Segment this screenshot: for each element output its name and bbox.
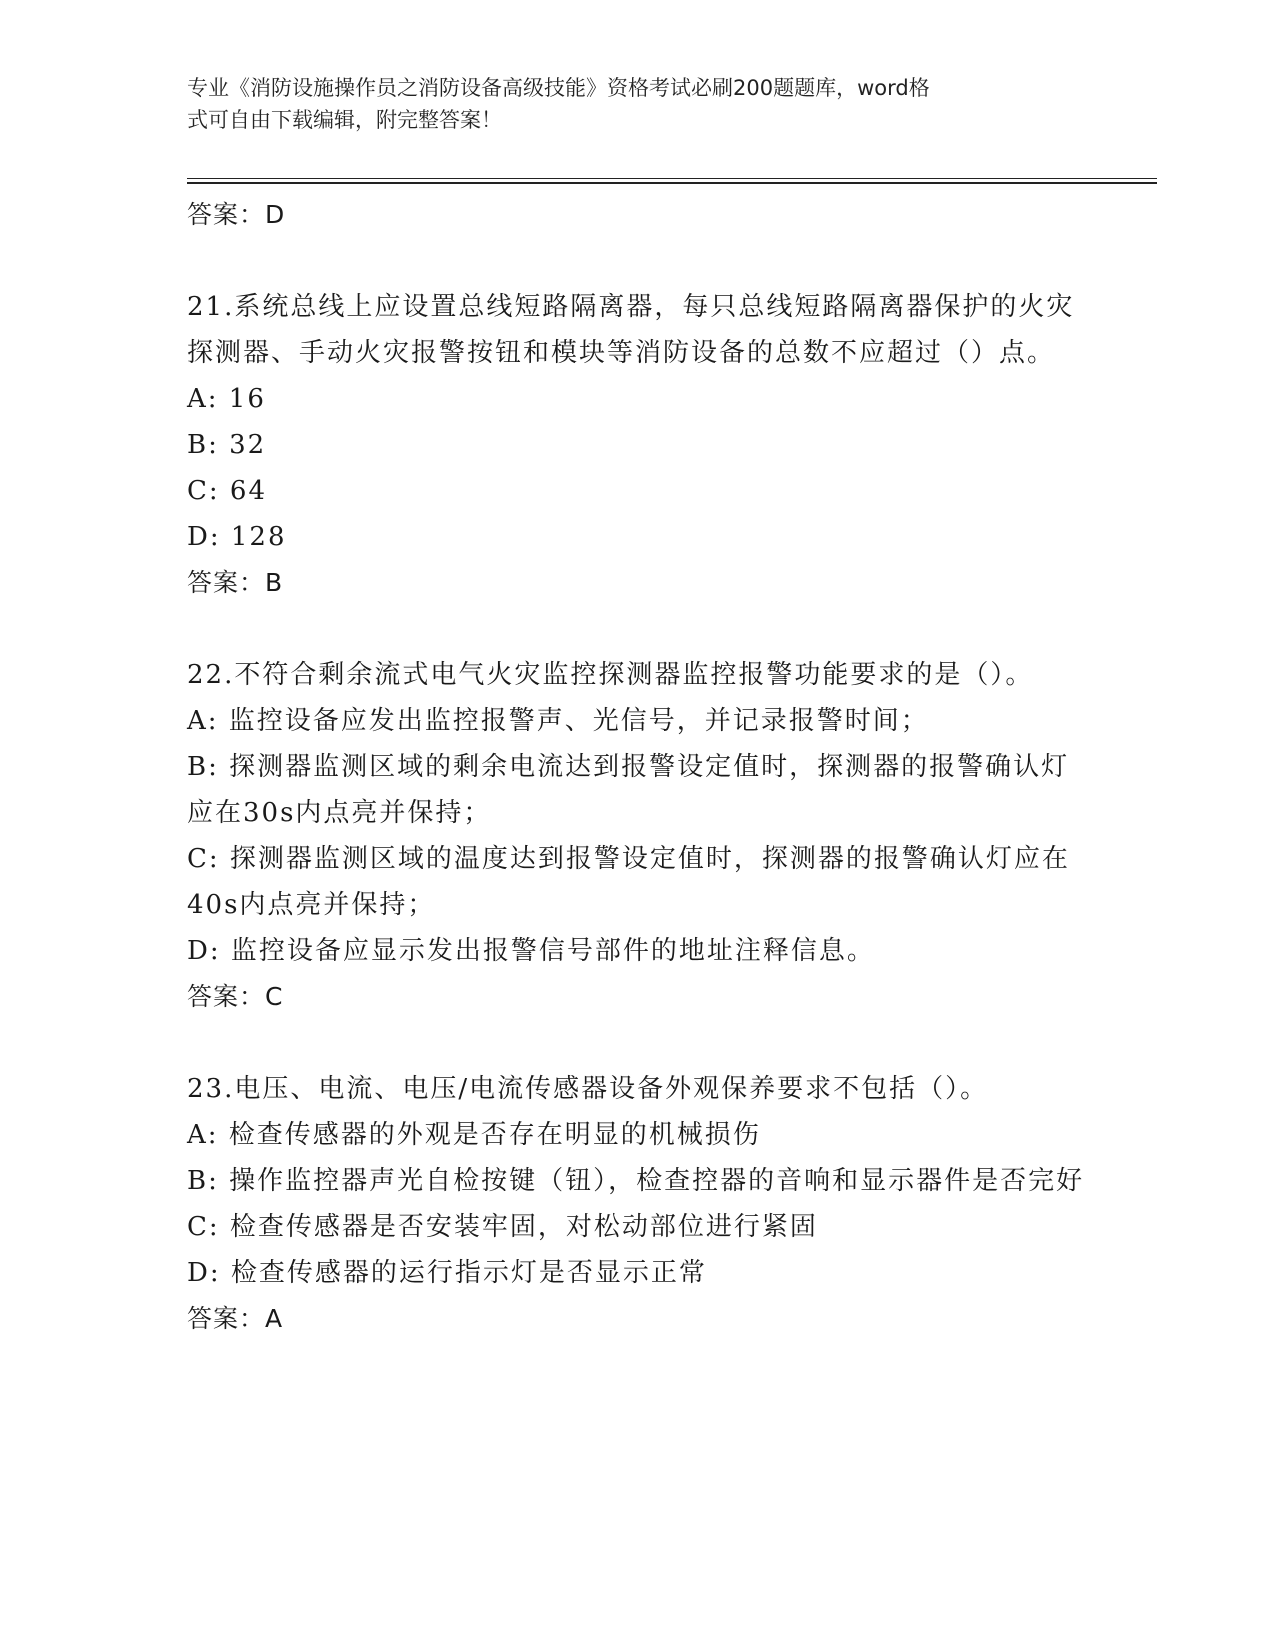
option-c: C: 检查传感器是否安装牢固，对松动部位进行紧固: [187, 1212, 818, 1242]
header-rule-thin: [187, 178, 1157, 179]
option-d: D: 128: [187, 522, 287, 552]
option-b: B: 32: [187, 430, 267, 460]
option-a: A: 检查传感器的外观是否存在明显的机械损伤: [187, 1120, 761, 1150]
option-b: B: 操作监控器声光自检按键（钮），检查控器的音响和显示器件是否完好: [187, 1166, 1085, 1196]
document-body: [187, 192, 1087, 1342]
option-c: C: 64: [187, 476, 268, 506]
question-answer: 答案：B: [187, 568, 284, 597]
document-header: [187, 72, 1067, 136]
question-answer: 答案：C: [187, 982, 284, 1011]
option-a: A: 16: [187, 384, 266, 414]
question-21: [187, 284, 1087, 606]
option-b: B: 探测器监测区域的剩余电流达到报警设定值时，探测器的报警确认灯应在30s内点亮并保持；: [187, 752, 1070, 828]
header-line-1: 专业《消防设施操作员之消防设备高级技能》资格考试必刷200题题库，word格: [187, 76, 930, 100]
question-stem: 23.电压、电流、电压/电流传感器设备外观保养要求不包括（）。: [187, 1074, 989, 1104]
question-stem: 21.系统总线上应设置总线短路隔离器，每只总线短路隔离器保护的火灾探测器、手动火灾报警按钮和模块等消防设备的总数不应超过（）点。: [187, 292, 1075, 368]
option-a: A: 监控设备应发出监控报警声、光信号，并记录报警时间；: [187, 706, 929, 736]
previous-answer: 答案：D: [187, 200, 286, 229]
question-stem: 22.不符合剩余流式电气火灾监控探测器监控报警功能要求的是（）。: [187, 660, 1034, 690]
question-22: [187, 652, 1087, 1020]
header-line-2: 式可自由下载编辑，附完整答案！: [187, 108, 502, 132]
question-23: [187, 1066, 1087, 1342]
option-d: D: 监控设备应显示发出报警信号部件的地址注释信息。: [187, 936, 875, 966]
option-d: D: 检查传感器的运行指示灯是否显示正常: [187, 1258, 707, 1288]
question-answer: 答案：A: [187, 1304, 284, 1333]
header-rule-thick: [187, 182, 1157, 184]
option-c: C: 探测器监测区域的温度达到报警设定值时，探测器的报警确认灯应在40s内点亮并保持；: [187, 844, 1070, 920]
